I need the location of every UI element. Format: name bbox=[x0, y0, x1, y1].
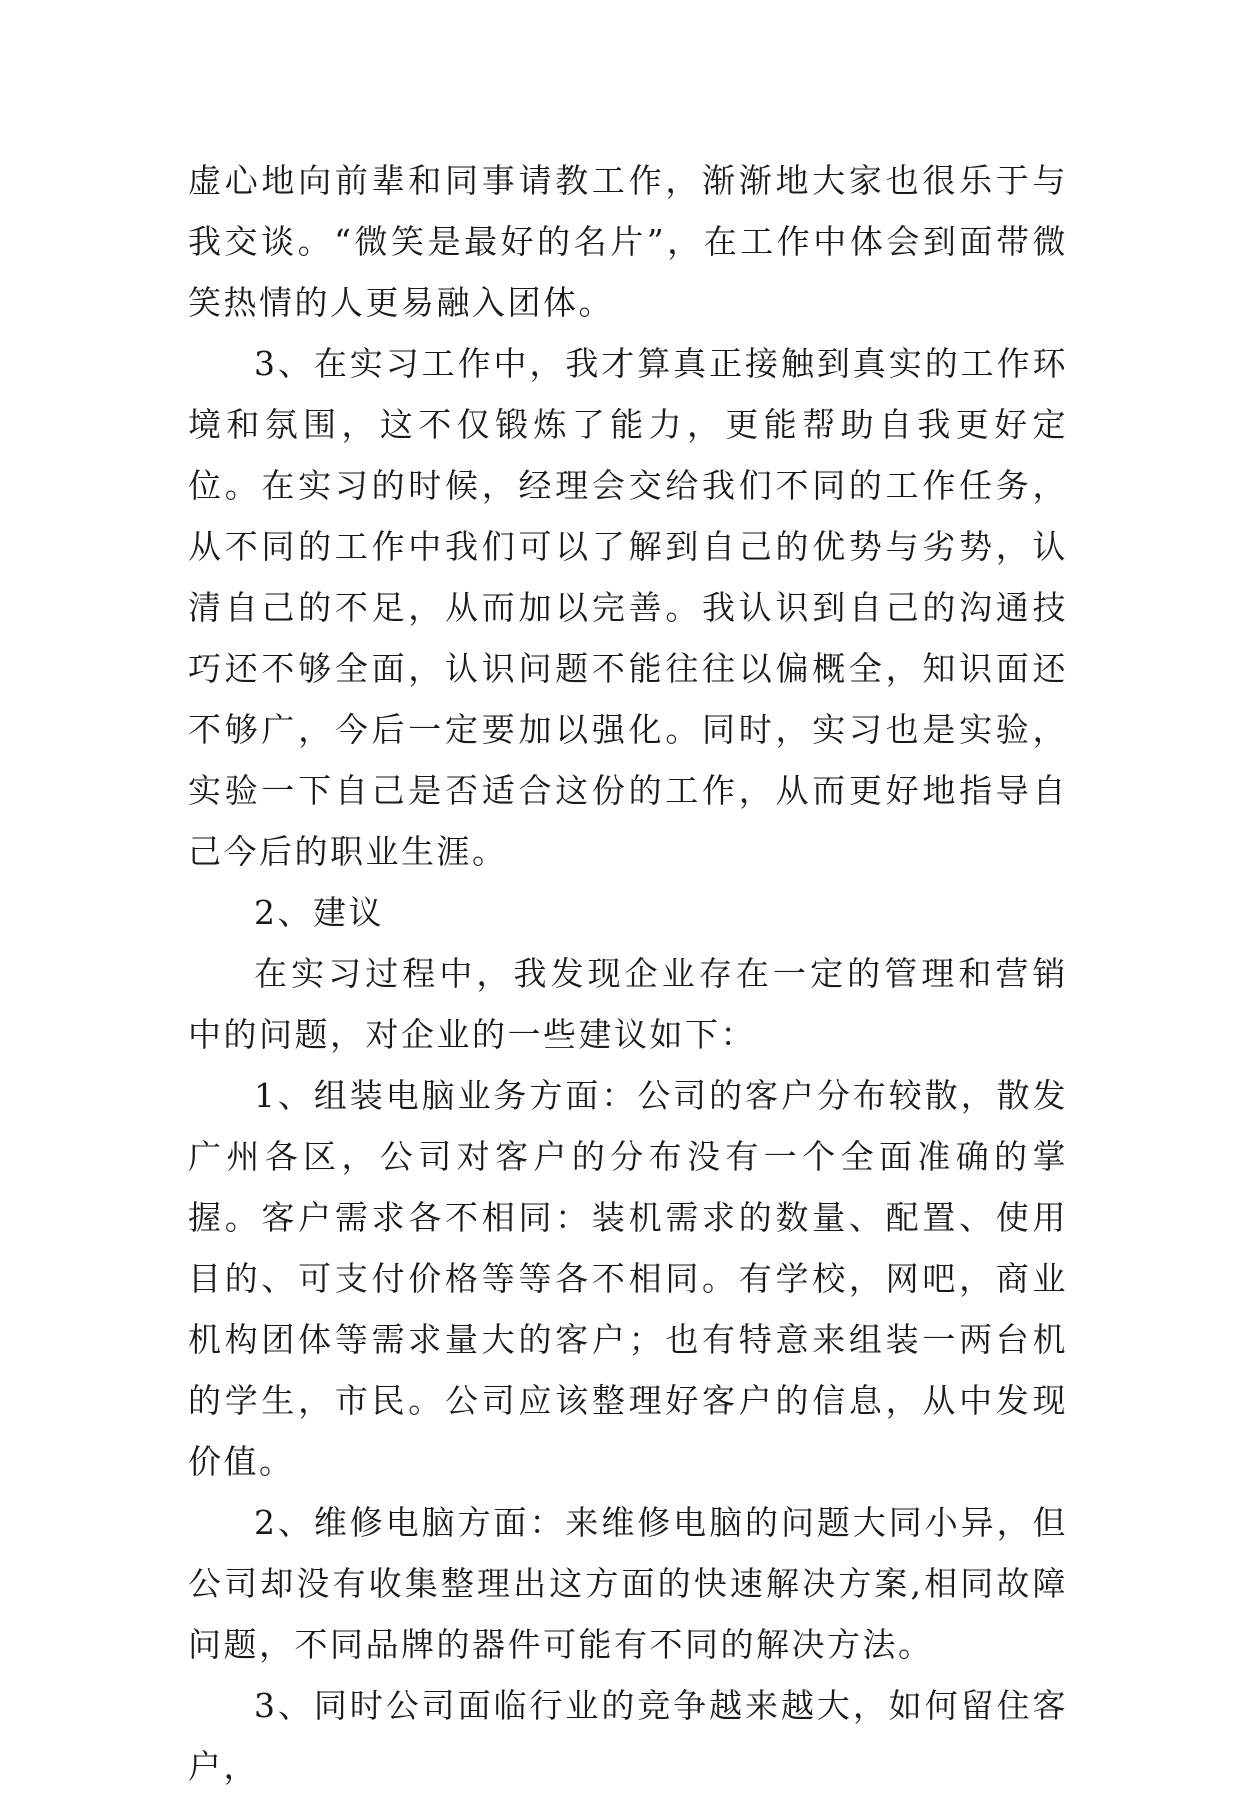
paragraph: 虚心地向前辈和同事请教工作，渐渐地大家也很乐于与我交谈。“微笑是最好的名片”，在工作中体会到面带微笑热情的人更易融入团体。 bbox=[188, 161, 1068, 322]
paragraph: 3、在实习工作中，我才算真正接触到真实的工作环境和氛围，这不仅锻炼了能力，更能帮助自我更好定位。在实习的时候，经理会交给我们不同的工作任务，从不同的工作中我们可以了解到自己的优势与劣势，认清自己的不足，从而加以完善。我认识到自己的沟通技巧还不够全面，认识问题不能往往以偏概全，知识面还不够广，今后一定要加以强化。同时，实习也是实验，实验一下自己是否适合这份的工作，从而更好地指导自己今后的职业生涯。 bbox=[188, 344, 1068, 871]
paragraph: 1、组装电脑业务方面：公司的客户分布较散，散发广州各区，公司对客户的分布没有一个全面准确的掌握。客户需求各不相同：装机需求的数量、配置、使用目的、可支付价格等等各不相同。有学校，网吧，商业机构团体等需求量大的客户；也有特意来组装一两台机的学生，市民。公司应该整理好客户的信息，从中发现价值。 bbox=[188, 1076, 1068, 1481]
paragraph: 2、维修电脑方面：来维修电脑的问题大同小异，但公司却没有收集整理出这方面的快速解决方案,相同故障问题，不同品牌的器件可能有不同的解决方法。 bbox=[188, 1503, 1068, 1664]
body-text bbox=[188, 150, 1068, 1797]
paragraph: 3、同时公司面临行业的竞争越来越大，如何留住客户， bbox=[188, 1686, 1068, 1786]
paragraph: 在实习过程中，我发现企业存在一定的管理和营销中的问题，对企业的一些建议如下： bbox=[188, 954, 1068, 1054]
section-heading: 2、建议 bbox=[254, 893, 384, 932]
